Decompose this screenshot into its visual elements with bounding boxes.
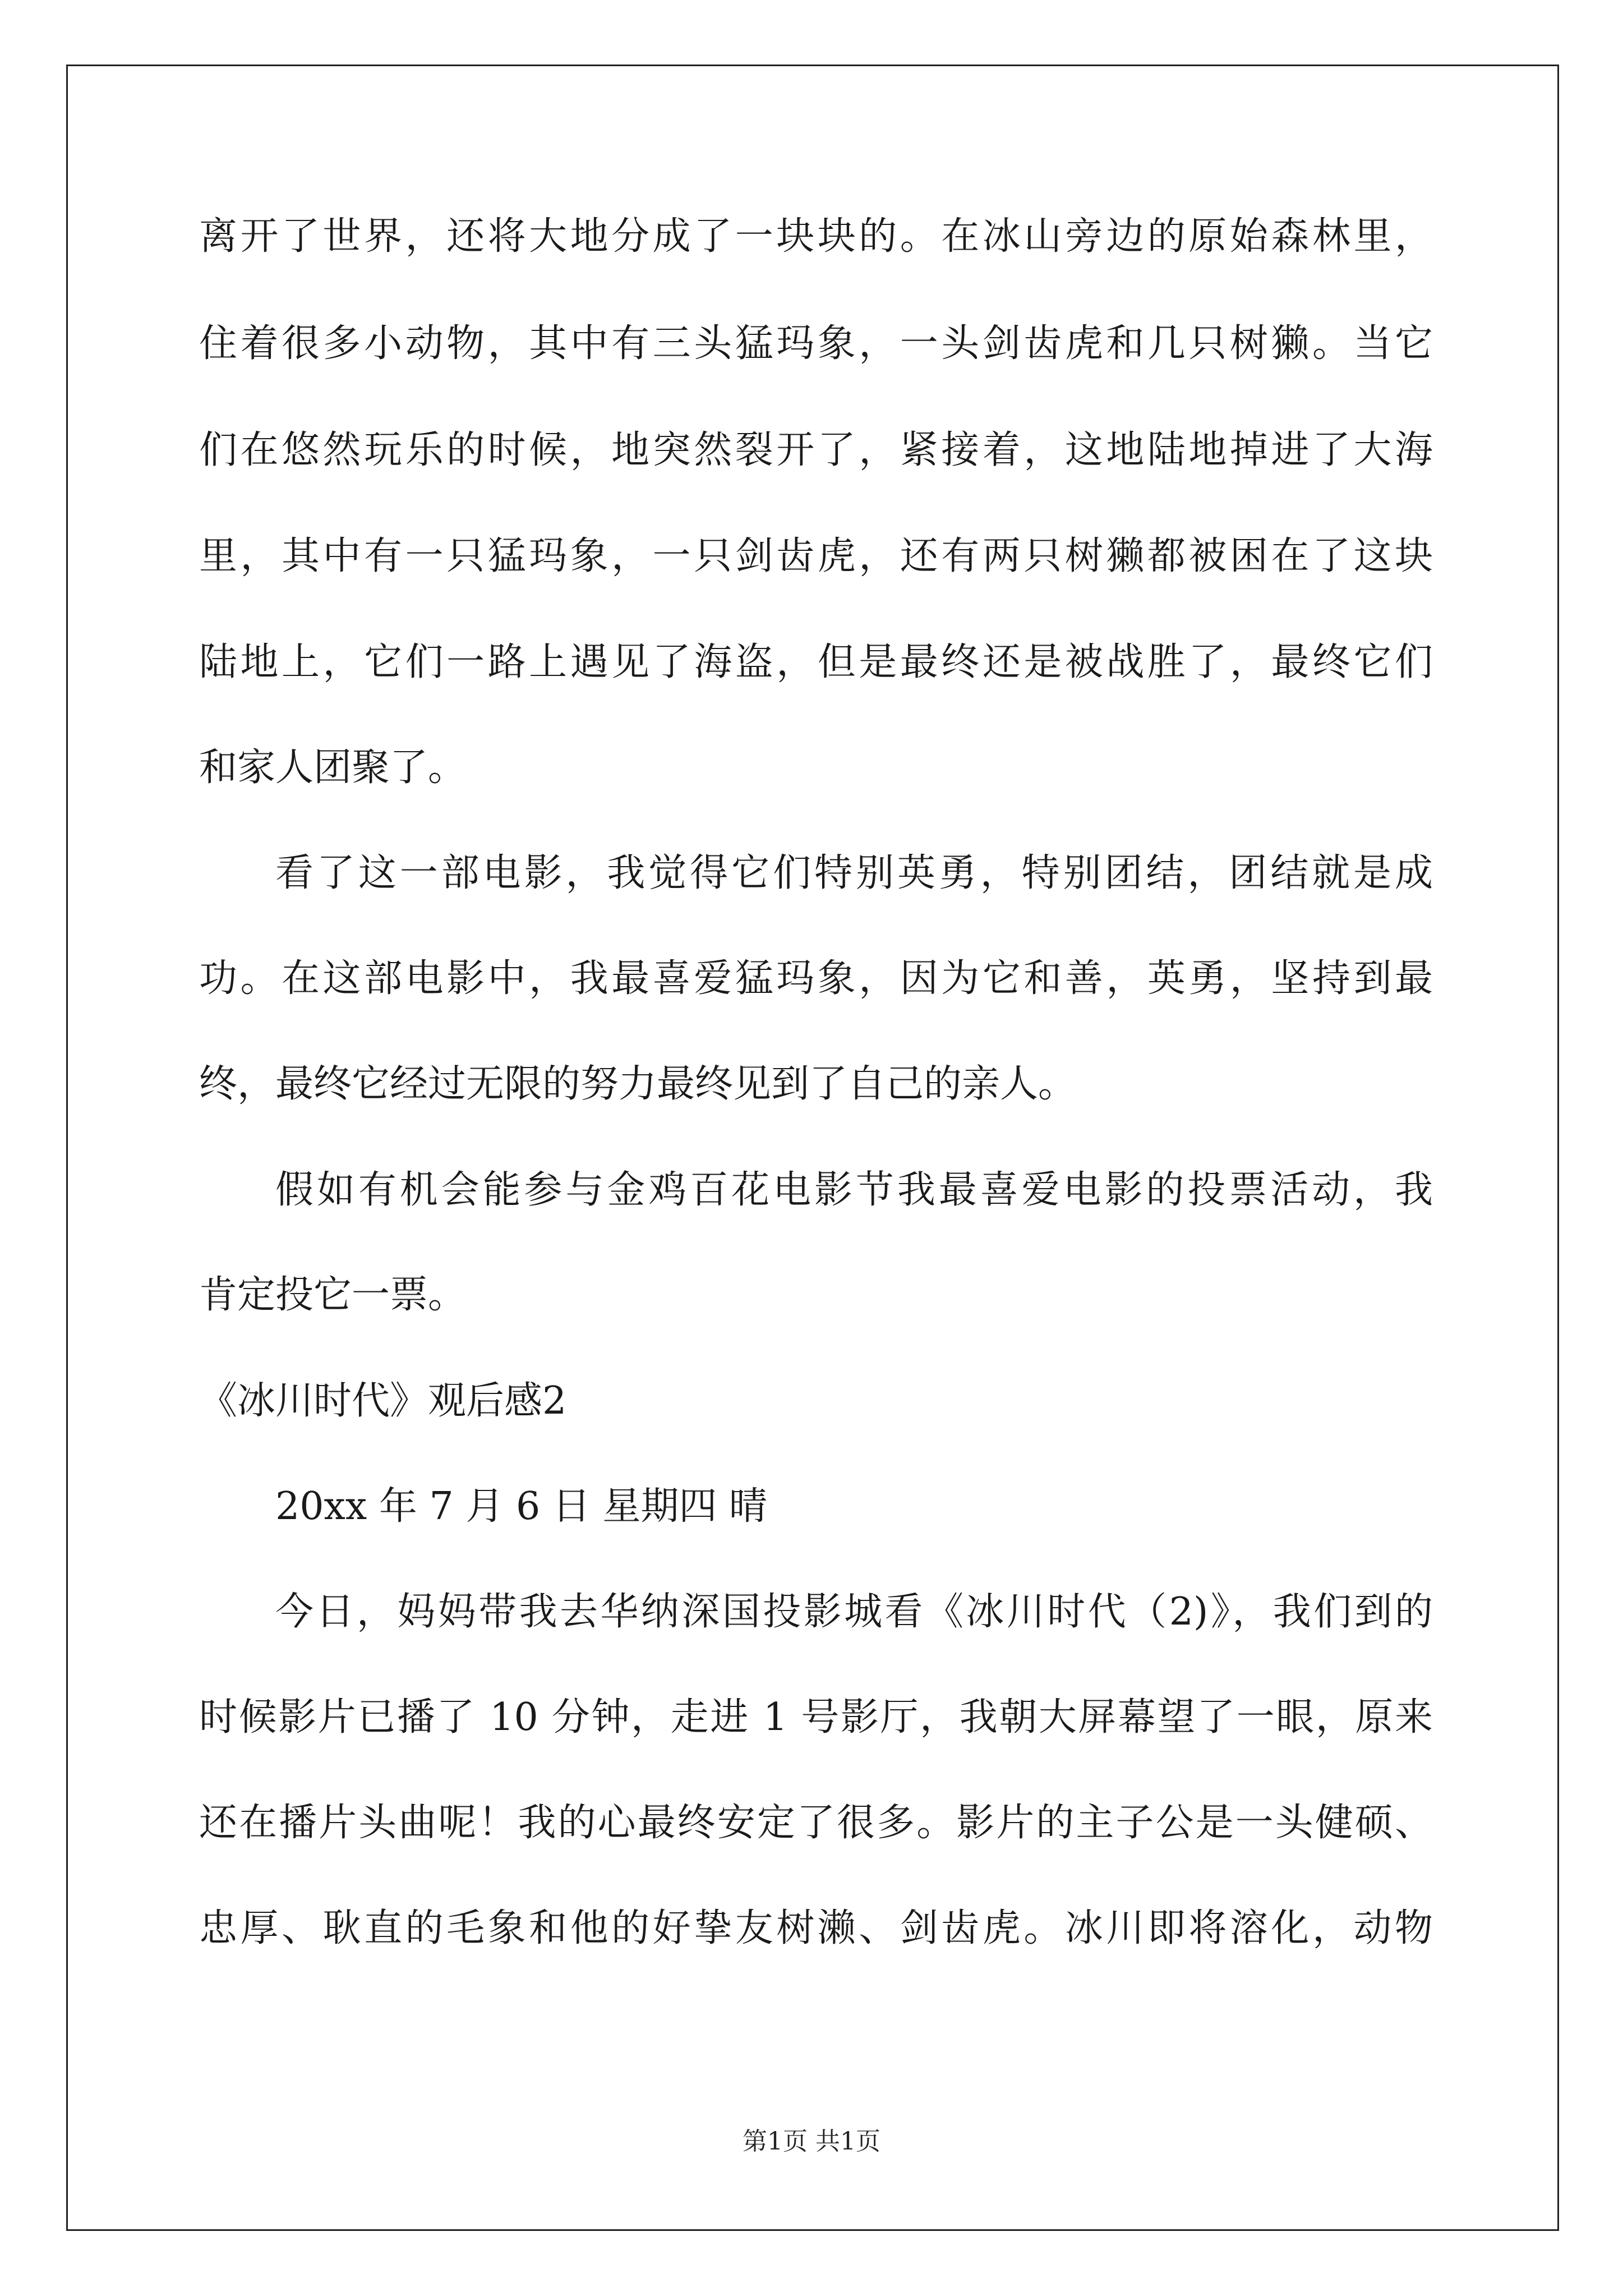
text-line: 功。在这部电影中，我最喜爱猛玛象，因为它和善，英勇，坚持到最 xyxy=(199,956,1433,1001)
text-line: 里，其中有一只猛玛象，一只剑齿虎，还有两只树獭都被困在了这块 xyxy=(199,534,1433,578)
text-line: 时候影片已播了 10 分钟，走进 1 号影厅，我朝大屏幕望了一眼，原来 xyxy=(199,1695,1433,1740)
text-line: 假如有机会能参与金鸡百花电影节我最喜爱电影的投票活动，我 xyxy=(275,1168,1433,1212)
page-footer: 第1页 共1页 xyxy=(743,2127,880,2156)
text-line: 今日，妈妈带我去华纳深国投影城看《冰川时代（2)》，我们到的 xyxy=(275,1590,1433,1634)
text-line: 终，最终它经过无限的努力最终见到了自己的亲人。 xyxy=(199,1062,1077,1106)
text-line: 肯定投它一票。 xyxy=(199,1273,467,1317)
text-line: 们在悠然玩乐的时候，地突然裂开了，紧接着，这地陆地掉进了大海 xyxy=(199,428,1433,472)
section-heading: 《冰川时代》观后感2 xyxy=(199,1379,567,1423)
text-line: 忠厚、耿直的毛象和他的好挚友树濑、剑齿虎。冰川即将溶化，动物 xyxy=(199,1906,1433,1950)
text-line: 还在播片头曲呢！我的心最终安定了很多。影片的主子公是一头健硕、 xyxy=(199,1801,1433,1845)
text-line: 陆地上，它们一路上遇见了海盗，但是最终还是被战胜了，最终它们 xyxy=(199,640,1433,684)
text-line: 住着很多小动物，其中有三头猛玛象，一头剑齿虎和几只树獭。当它 xyxy=(199,321,1433,366)
text-line: 和家人团聚了。 xyxy=(199,746,467,790)
diary-date-line: 20xx 年 7 月 6 日 星期四 晴 xyxy=(275,1484,768,1529)
text-line: 看了这一部电影，我觉得它们特别英勇，特别团结，团结就是成 xyxy=(275,851,1433,895)
text-line: 离开了世界，还将大地分成了一块块的。在冰山旁边的原始森林里， xyxy=(199,214,1433,259)
